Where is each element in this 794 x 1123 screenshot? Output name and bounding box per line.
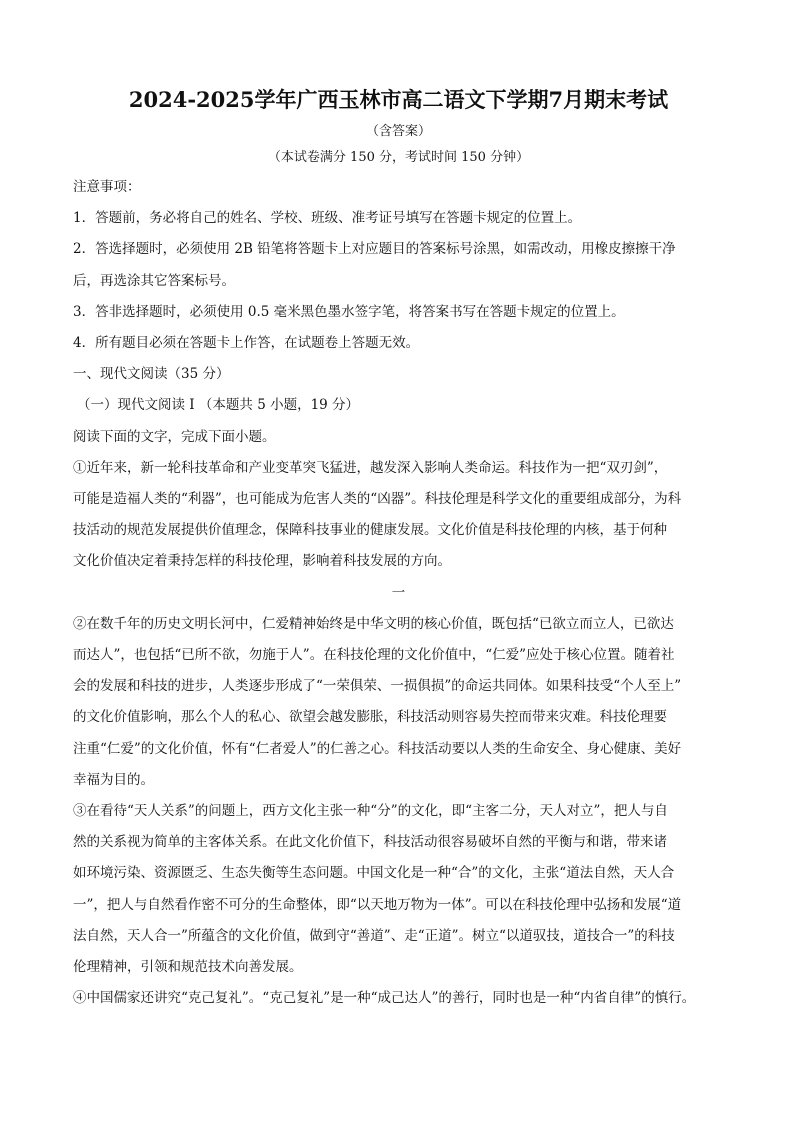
paragraph-2-line: 的文化价值影响，那么个人的私心、欲望会越发膨胀，科技活动则容易失控而带来灾难。科技伦理要 — [73, 709, 667, 726]
paragraph-2-line: 幸福为目的。 — [73, 771, 154, 788]
paragraph-3-line: 如环境污染、资源匮乏、生态失衡等生态问题。中国文化是一种“合”的文化，主张“道法自然，天人合 — [73, 865, 675, 882]
notice-heading: 注意事项： — [73, 179, 141, 195]
paragraph-1-line: ①近年来，新一轮科技革命和产业变革突飞猛进，越发深入影响人类命运。科技作为一把“双刃剑”， — [73, 459, 668, 476]
paragraph-4-line: ④中国儒家还讲究“克己复礼”。“克己复礼”是一种“成己达人”的善行，同时也是一种“内省自律”的慎行。 — [73, 990, 696, 1007]
paragraph-3-line: ③在看待“天人关系”的问题上，西方文化主张一种“分”的文化，即“主客二分，天人对立”，把人与自 — [73, 803, 668, 820]
paragraph-3-line: 然的关系视为简单的主客体关系。在此文化价值下，科技活动很容易破坏自然的平衡与和谐，带来诸 — [73, 834, 667, 851]
exam-meta: （本试卷满分 150 分，考试时间 150 分钟） — [267, 150, 530, 165]
reading-instruction: 阅读下面的文字，完成下面小题。 — [73, 428, 276, 445]
answer-note: （含答案） — [365, 124, 431, 139]
notice-item: 2．答选择题时，必须使用 2B 铅笔将答题卡上对应题目的答案标号涂黑，如需改动，用橡皮擦擦干净 — [73, 241, 676, 258]
paragraph-1-line: 技活动的规范发展提供价值理念，保障科技事业的健康发展。文化价值是科技伦理的内核，基于何种 — [73, 522, 667, 539]
paragraph-3-line: 伦理精神，引领和规范技术向善发展。 — [73, 959, 303, 976]
paragraph-3-line: 法自然，天人合一”所蕴含的文化价值，做到守“善道”、走“正道”。树立“以道驭技，道技合一”的科技 — [73, 927, 675, 944]
paragraph-3-line: 一”，把人与自然看作密不可分的生命整体，即“以天地万物为一体”。可以在科技伦理中弘扬和发展“道 — [73, 896, 682, 913]
paragraph-2-line: ②在数千年的历史文明长河中，仁爱精神始终是中华文明的核心价值，既包括“已欲立而立人，已欲达 — [73, 615, 674, 632]
section-separator: 一 — [391, 584, 406, 601]
paragraph-1-line: 可能是造福人类的“利器”，也可能成为危害人类的“凶器”。科技伦理是科学文化的重要组成部分，为科 — [73, 491, 682, 508]
notice-item: 3．答非选择题时，必须使用 0.5 毫米黑色墨水签字笔，将答案书写在答题卡规定的位置上。 — [73, 303, 625, 320]
paragraph-2-line: 会的发展和科技的进步，人类逐步形成了“一荣俱荣、一损俱损”的命运共同体。如果科技受“个人至上” — [73, 678, 682, 695]
subsection-heading: （一）现代文阅读 I （本题共 5 小题，19 分） — [77, 397, 360, 414]
notice-item: 后，再选涂其它答案标号。 — [73, 272, 235, 289]
notice-item: 1．答题前，务必将自己的姓名、学校、班级、准考证号填写在答题卡规定的位置上。 — [73, 210, 582, 227]
paragraph-2-line: 而达人”，也包括“已所不欲，勿施于人”。在科技伦理的文化价值中，“仁爱”应处于核心位置。随着社 — [73, 647, 675, 664]
document-title: 2024-2025学年广西玉林市高二语文下学期7月期末考试 — [128, 87, 669, 112]
paragraph-2-line: 注重“仁爱”的文化价值，怀有“仁者爱人”的仁善之心。科技活动要以人类的生命安全、身心健康、美好 — [73, 740, 682, 757]
document-body — [73, 172, 724, 1014]
notice-item: 4．所有题目必须在答题卡上作答，在试题卷上答题无效。 — [73, 335, 420, 352]
paragraph-1-line: 文化价值决定着秉持怎样的科技伦理，影响着科技发展的方向。 — [73, 553, 451, 570]
section-heading: 一、现代文阅读（35 分） — [73, 366, 230, 383]
